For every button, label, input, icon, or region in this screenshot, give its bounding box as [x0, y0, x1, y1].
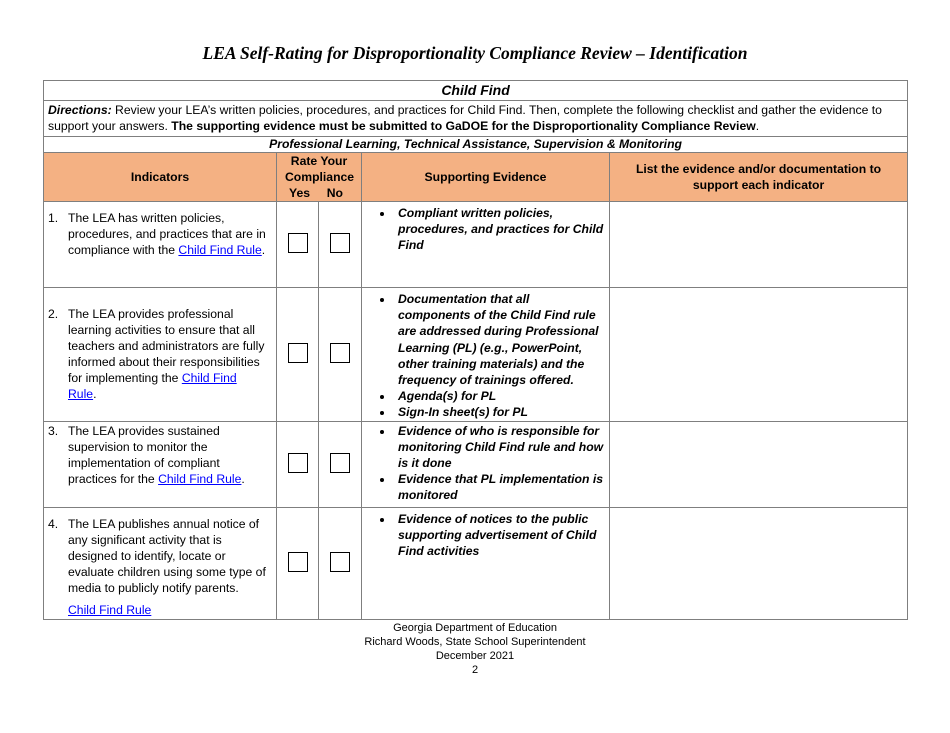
evidence-item: • Evidence of notices to the public supporting advertisement of Child Find activities: [394, 511, 605, 560]
footer-date: December 2021: [435, 650, 515, 662]
directions-bold-text: The supporting evidence must be submitted to GaDOE for the Disproportionality Compliance Review: [171, 119, 756, 133]
child-find-rule-link[interactable]: Child Find Rule: [158, 471, 242, 486]
indicator-number: 4.: [48, 516, 59, 531]
footer-superintendent: Richard Woods, State School Superintendent: [364, 636, 586, 648]
no-cell: [319, 288, 362, 422]
no-cell: [319, 507, 362, 619]
directions-text: Review your LEA’s written policies, procedures, and practices for Child Find. Then, complete the following checklist and gather the evidence to support your answers.: [48, 103, 882, 133]
evidence-entry-cell[interactable]: [610, 421, 908, 507]
directions-end: .: [755, 119, 760, 133]
supporting-evidence: [362, 202, 610, 288]
no-checkbox[interactable]: [330, 552, 350, 572]
page-footer: [0, 621, 950, 677]
indicator-1: [44, 202, 277, 288]
footer-organization: Georgia Department of Education: [393, 622, 557, 634]
indicator-number: 2.: [48, 307, 59, 321]
table-row: [44, 202, 908, 288]
header-yes: Yes: [289, 186, 311, 200]
page-number: 2: [471, 664, 479, 676]
document-title: LEA Self-Rating for Disproportionality Compliance Review – Identification: [202, 43, 748, 63]
evidence-item: • Compliant written policies, procedures, and practices for Child Find: [394, 205, 605, 254]
yes-cell: [277, 202, 319, 288]
child-find-rule-link[interactable]: Child Find Rule: [68, 371, 237, 401]
indicator-4: [44, 507, 277, 619]
subheading: Professional Learning, Technical Assistance, Supervision & Monitoring: [44, 137, 908, 153]
table-row: [44, 421, 908, 507]
supporting-evidence: [362, 288, 610, 422]
evidence-entry-cell[interactable]: [610, 507, 908, 619]
yes-cell: [277, 507, 319, 619]
directions-label: Directions:: [48, 103, 112, 117]
header-indicators: Indicators: [44, 153, 277, 202]
evidence-item: • Agenda(s) for PL: [394, 388, 605, 404]
indicator-text-end: .: [261, 243, 266, 257]
child-find-rule-link[interactable]: Child Find Rule: [178, 243, 262, 257]
supporting-evidence: [362, 421, 610, 507]
evidence-entry-cell[interactable]: [610, 288, 908, 422]
child-find-rule-link[interactable]: Child Find Rule: [68, 602, 152, 617]
indicator-3: [44, 421, 277, 507]
evidence-item: • Evidence that PL implementation is monitored: [394, 471, 605, 503]
yes-checkbox[interactable]: [288, 552, 308, 572]
indicator-2: [44, 288, 277, 422]
indicator-text-end: .: [93, 387, 97, 401]
yes-cell: [277, 421, 319, 507]
table-row: [44, 288, 908, 422]
section-title: Child Find: [44, 81, 908, 101]
evidence-item: • Documentation that all components of the Child Find rule are addressed during Professional Learning (PL) (e.g., PowerPoint, other training materials) and the frequency of trainings offered.: [394, 291, 605, 388]
no-cell: [319, 202, 362, 288]
indicator-number: 3.: [48, 423, 59, 438]
indicator-text-end: .: [241, 471, 245, 486]
evidence-item: • Sign-In sheet(s) for PL: [394, 404, 605, 420]
no-checkbox[interactable]: [330, 233, 350, 253]
header-rate-compliance: [277, 153, 362, 202]
compliance-table: [43, 80, 908, 620]
yes-cell: [277, 288, 319, 422]
indicator-text: The LEA publishes annual notice of any significant activity that is designed to identify, locate or evaluate children using some type of media to publicly notify parents.: [68, 516, 266, 595]
yes-checkbox[interactable]: [288, 453, 308, 473]
header-rate-label: Rate Your Compliance: [285, 154, 355, 184]
no-checkbox[interactable]: [330, 343, 350, 363]
header-list-evidence: List the evidence and/or documentation to support each indicator: [610, 153, 908, 202]
header-supporting-evidence: Supporting Evidence: [362, 153, 610, 202]
no-cell: [319, 421, 362, 507]
supporting-evidence: [362, 507, 610, 619]
yes-checkbox[interactable]: [288, 343, 308, 363]
table-row: [44, 507, 908, 619]
indicator-text: The LEA provides professional learning activities to ensure that all teachers and administrators are fully informed about their responsibilities for implementing the: [68, 307, 265, 385]
yes-checkbox[interactable]: [288, 233, 308, 253]
indicator-text: The LEA provides sustained supervision to monitor the implementation of compliant practices for the: [68, 423, 220, 486]
no-checkbox[interactable]: [330, 453, 350, 473]
header-no: No: [326, 186, 343, 200]
evidence-entry-cell[interactable]: [610, 202, 908, 288]
indicator-number: 1.: [48, 211, 59, 225]
directions: [44, 101, 908, 137]
evidence-item: • Evidence of who is responsible for monitoring Child Find rule and how is it done: [394, 423, 605, 472]
indicator-text: The LEA has written policies, procedures, and practices that are in compliance with the: [68, 211, 266, 257]
